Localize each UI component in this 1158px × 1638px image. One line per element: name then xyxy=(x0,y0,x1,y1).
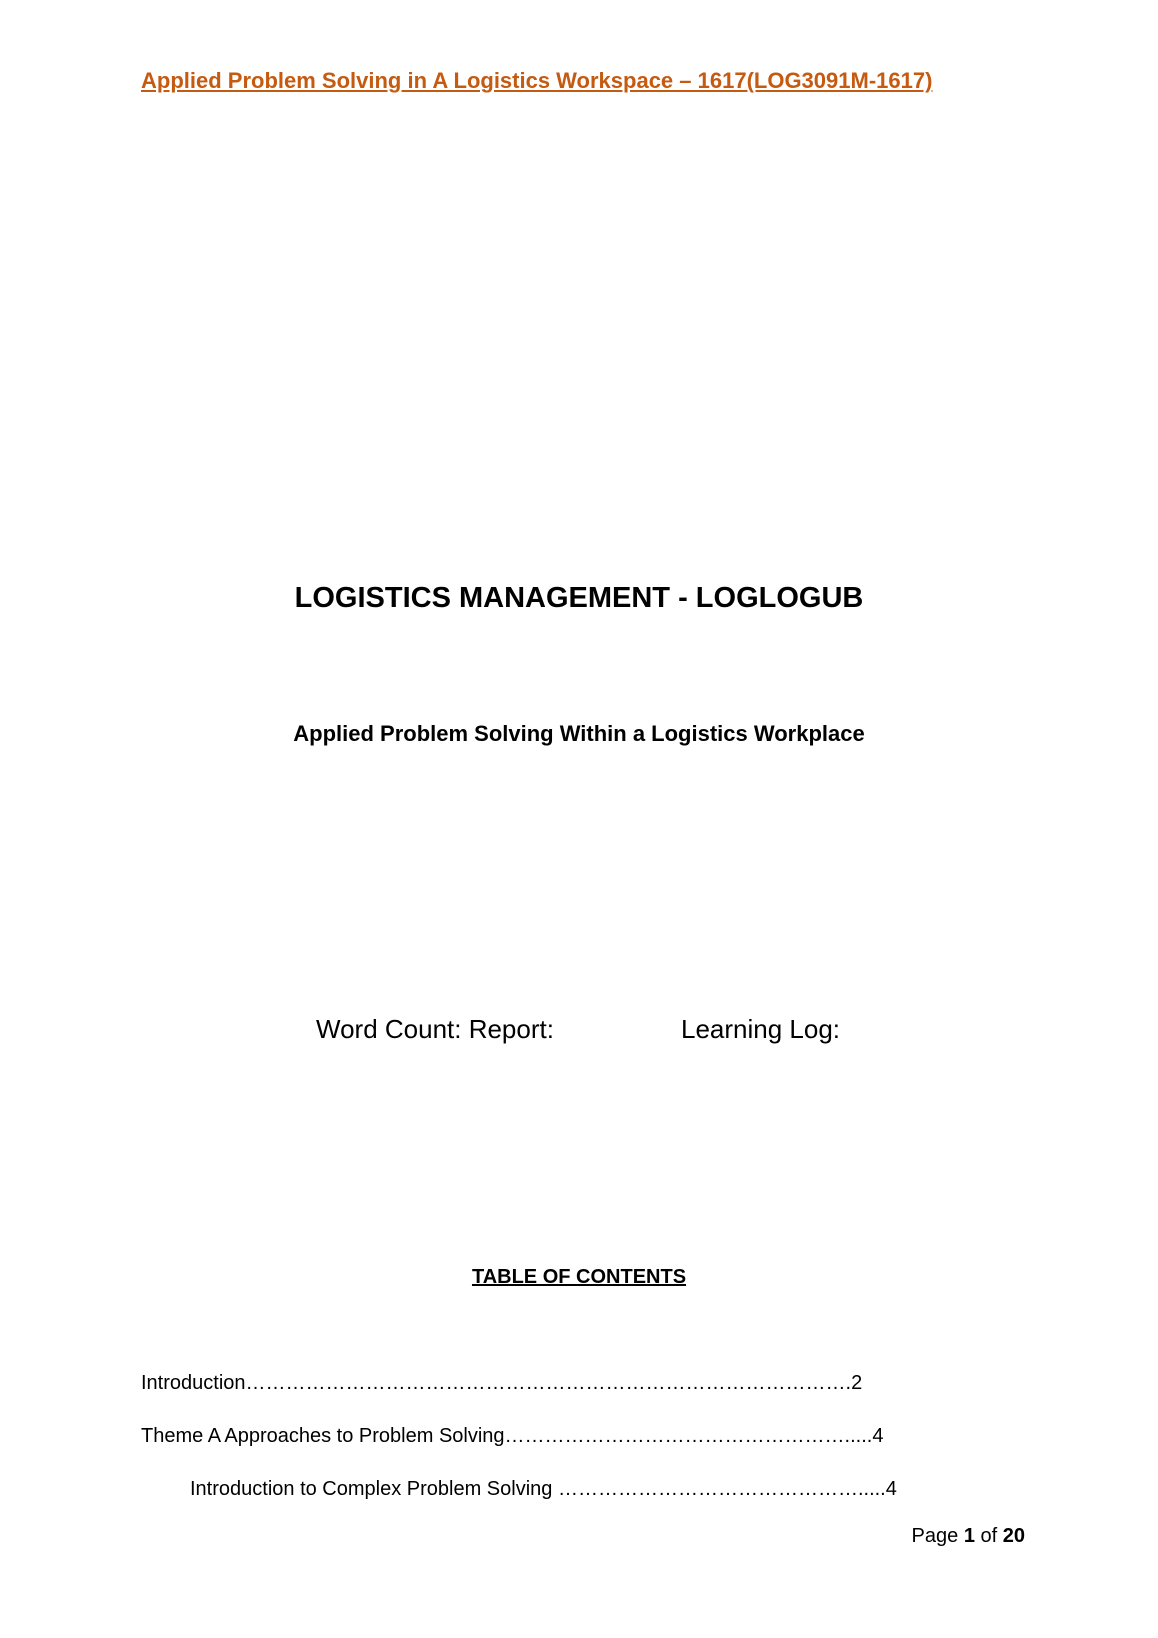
page-number xyxy=(912,1525,1025,1548)
learning-log-label: Learning Log: xyxy=(681,1014,841,1044)
toc-entry-introduction[interactable]: Introduction……………………………………………………………………………….2 xyxy=(141,1372,863,1394)
toc-heading: TABLE OF CONTENTS xyxy=(471,1266,687,1288)
toc-entry-theme-a[interactable]: Theme A Approaches to Problem Solving…………………………………………….....4 xyxy=(141,1425,884,1447)
page-prefix: Page xyxy=(911,1525,959,1547)
page-of-label: of xyxy=(980,1525,998,1547)
document-header-link[interactable]: Applied Problem Solving in A Logistics Workspace – 1617(LOG3091M-1617) xyxy=(141,68,933,93)
toc-entry-complex-problem-solving[interactable]: Introduction to Complex Problem Solving ……………………………………….....4 xyxy=(190,1478,897,1500)
word-count-report-label: Word Count: Report: xyxy=(316,1014,554,1044)
current-page: 1 xyxy=(963,1525,975,1547)
total-pages: 20 xyxy=(1002,1525,1025,1547)
cover-title: LOGISTICS MANAGEMENT - LOGLOGUB xyxy=(294,582,864,614)
cover-subtitle: Applied Problem Solving Within a Logistics Workplace xyxy=(293,721,865,746)
